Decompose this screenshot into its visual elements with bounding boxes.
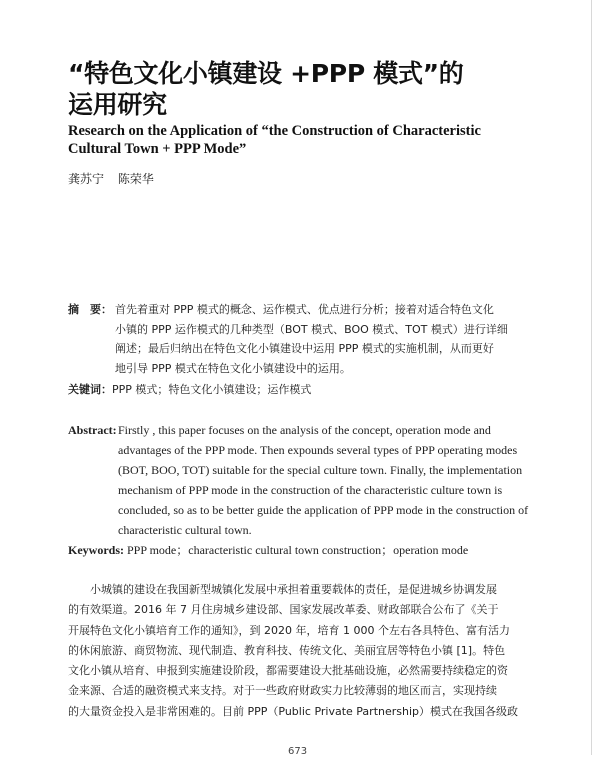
chinese-keywords-label: 关键词：: [68, 383, 112, 396]
english-abstract-line: characteristic cultural town.: [118, 523, 252, 537]
english-title-line-2: Cultural Town + PPP Mode”: [68, 141, 247, 157]
english-keywords-text: PPP mode；characteristic cultural town construction；operation mode: [127, 543, 469, 557]
english-keywords-label: Keywords:: [68, 543, 124, 557]
english-title: [68, 122, 538, 158]
body-line: 的有效渠道。2016 年 7 月住房城乡建设部、国家发展改革委、财政部联合公布了《关于: [68, 603, 499, 617]
english-abstract-line: advantages of the PPP mode. Then expounds several types of PPP operating modes: [118, 443, 518, 457]
chinese-abstract: [68, 300, 538, 378]
chinese-title: [68, 58, 548, 120]
page-number: 673: [288, 746, 308, 757]
chinese-abstract-line: 阐述；最后归纳出在特色文化小镇建设中运用 PPP 模式的实施机制，从而更好: [115, 342, 494, 355]
english-abstract-line: [68, 420, 538, 440]
english-abstract: [68, 420, 538, 540]
chinese-abstract-line: 小镇的 PPP 运作模式的几种类型（BOT 模式、BOO 模式、TOT 模式）进行详细: [115, 322, 508, 336]
body-line: 开展特色文化小镇培育工作的通知》，到 2020 年，培育 1 000 个左右各具特色、富有活力: [68, 623, 510, 637]
chinese-title-line-2: 运用研究: [68, 90, 167, 119]
body-line: 金来源、合适的融资模式来支持。对于一些政府财政实力比较薄弱的地区而言，实现持续: [68, 684, 497, 698]
english-abstract-text: Firstly , this paper focuses on the analysis of the concept, operation mode and: [118, 423, 491, 437]
english-abstract-line: (BOT, BOO, TOT) suitable for the special culture town. Finally, the implementation: [118, 463, 523, 477]
english-abstract-line: concluded, so as to be better guide the application of PPP mode in the construction of: [118, 503, 529, 517]
body-line: 文化小镇从培育、申报到实施建设阶段，都需要建设大批基础设施，必然需要持续稳定的资: [68, 664, 508, 678]
body-line: 小城镇的建设在我国新型城镇化发展中承担着重要载体的责任，是促进城乡协调发展: [90, 583, 497, 596]
english-title-line-1: Research on the Application of “the Construction of Characteristic: [68, 123, 481, 139]
chinese-title-line-1: “特色文化小镇建设 +PPP 模式”的: [68, 59, 464, 88]
chinese-abstract-text: 首先着重对 PPP 模式的概念、运作模式、优点进行分析；接着对适合特色文化: [115, 303, 494, 316]
body-line: 的大量资金投入是非常困难的。目前 PPP（Public Private Partnership）模式在我国各级政: [68, 704, 519, 718]
authors: 龚苏宁 陈荣华: [68, 172, 154, 186]
english-abstract-label: Abstract:: [68, 423, 117, 437]
chinese-keywords: [68, 380, 311, 399]
body-line: 的休闲旅游、商贸物流、现代制造、教育科技、传统文化、美丽宜居等特色小镇 [1]。特色: [68, 643, 506, 657]
chinese-keywords-text: PPP 模式；特色文化小镇建设；运作模式: [112, 383, 312, 396]
chinese-abstract-line: 地引导 PPP 模式在特色文化小镇建设中的运用。: [115, 361, 351, 375]
english-abstract-line: mechanism of PPP mode in the construction of the characteristic culture town is: [118, 483, 503, 497]
page-edge-divider: [591, 0, 592, 755]
english-keywords: [68, 540, 468, 560]
body-paragraph: [68, 580, 538, 722]
chinese-abstract-label: 摘 要：: [68, 303, 112, 316]
chinese-abstract-line: [68, 300, 538, 320]
